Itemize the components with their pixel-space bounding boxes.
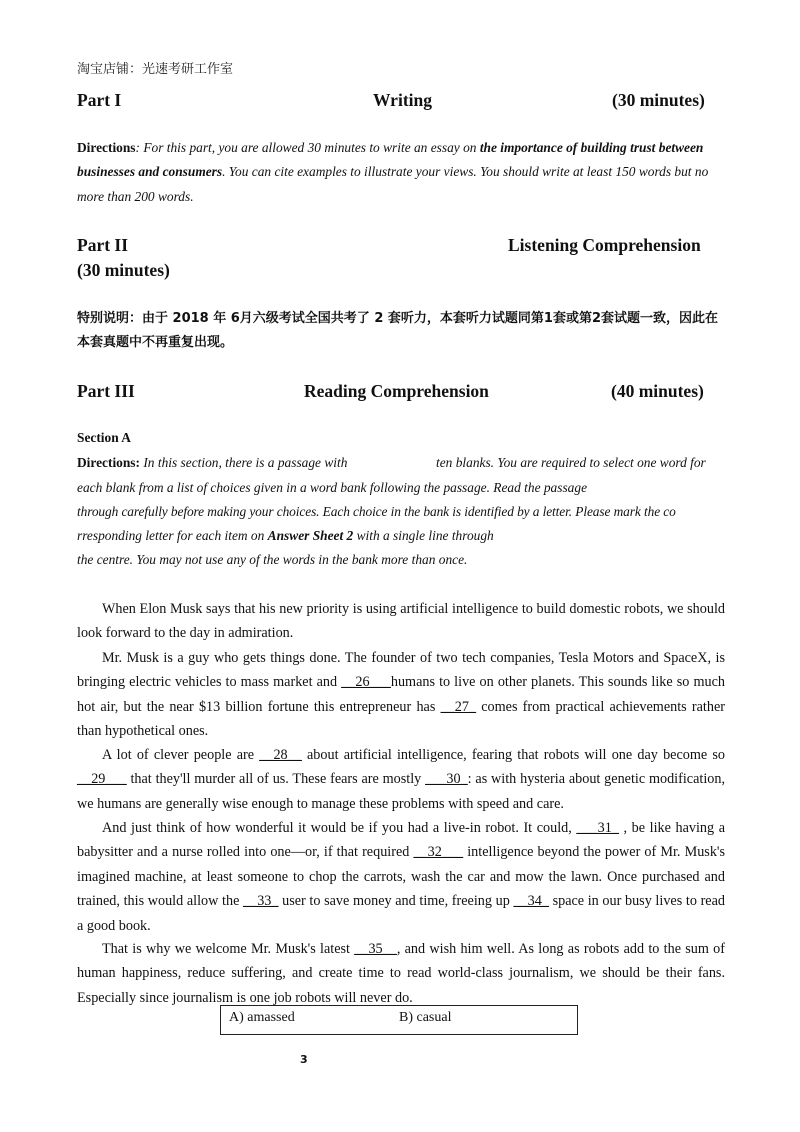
directions-line4-part-a: rresponding letter for each item on [77,528,268,543]
blank-33: __33_ [243,893,279,910]
p2-text-a: Mr. Musk is a guy who gets things done. The founder of two tech companies, Tesla Motors and SpaceX, is bringing electric vehicles to mass market and [77,650,725,691]
part3-title: Reading Comprehension [304,381,489,401]
directions-text-pre: : For this part, you are allowed 30 minutes to write an essay on [135,140,480,155]
section-a-directions-line5: the centre. You may not use any of the words in the bank more than once. [77,552,468,567]
directions-line1-part-a: In this section, there is a passage with [143,455,348,470]
passage-paragraph-1: When Elon Musk says that his new priority is using artificial intelligence to build domestic robots, we should look forward to the day in admiration. [77,601,725,642]
section-a-heading: Section A [77,430,131,445]
section-a-directions-line3: through carefully before making your choices. Each choice in the bank is identified by a letter. Please mark the co [77,504,676,519]
directions-text-post: . You can cite examples to illustrate your views. You should write at least 150 words but no more than 200 words. [77,164,709,204]
p3-text-d: : as with hysteria about genetic modification, we humans are generally wise enough to manage these problems with speed and care. [77,771,726,812]
p2-text-b: humans to live on other planets. This sounds like so much hot air, but the near $13 billion fortune this entrepreneur has [77,674,725,715]
p5-text-a: That is why we welcome Mr. Musk's latest [102,941,355,957]
directions-line1-part-b: ten blanks. You are required to select one word for [436,455,706,470]
p2-text-c: comes from practical achievements rather than hypothetical ones. [77,698,725,740]
section-a-directions-line2: each blank from a list of choices given in a word bank following the passage. Read the passage [77,480,588,495]
part2-title: Listening Comprehension [508,235,701,255]
blank-27: __27_ [440,698,477,715]
blank-31: ___31_ [576,820,619,836]
p3-text-c: that they'll murder all of us. These fears are mostly [126,771,426,788]
blank-32: __32___ [413,844,464,861]
p4-text-d: user to save money and time, freeing up [278,893,514,910]
p5-text-b: , and wish him well. As long as robots add to the sum of human happiness, reduce suffering, and create time to read world-class journalism, we should be their fans. Especially since journalism is one job robots will never do. [77,941,725,1006]
answer-sheet-ref: Answer Sheet 2 [267,528,354,543]
passage-paragraph-4 [77,816,725,938]
p3-text-a: A lot of clever people are [102,747,260,763]
passage-paragraph-3 [77,743,725,816]
blank-28: __28__ [259,747,302,763]
directions-label: Directions [77,140,136,155]
blank-30: ___30_ [425,771,468,788]
p4-text-c: intelligence beyond the power of Mr. Musk's imagined machine, at least someone to chop the carrots, wash the car and mow the lawn. Once purchased and trained, this would allow the [77,844,725,910]
blank-29: __29___ [77,771,127,788]
blank-26: __26___ [341,674,391,691]
passage-paragraph-2 [77,646,725,744]
part3-label: Part III [77,381,135,401]
section-a-directions-line1 [77,455,725,471]
section-directions-label: Directions: [77,455,140,470]
part3-time: (40 minutes) [611,381,704,401]
part1-directions [77,136,725,209]
page-number: 3 [300,1053,308,1066]
part2-label: Part II [77,235,129,255]
p4-text-a: And just think of how wonderful it would be if you had a live-in robot. It could, [102,820,577,836]
p4-text-b: , be like having a babysitter and a nurse rolled into one—or, if that required [77,820,725,861]
shop-header: 淘宝店铺：光速考研工作室 [77,62,234,77]
section-a-directions-line4 [77,528,725,544]
passage-paragraph-5 [77,937,725,1010]
part1-label: Part I [77,90,122,110]
blank-35: __35__ [354,941,397,957]
blank-34: __34_ [513,893,549,910]
essay-topic: the importance of building trust between businesses and consumers [77,140,704,180]
directions-line4-part-c: with a single line through [353,528,494,543]
p4-text-e: space in our busy lives to read a good book. [77,893,725,934]
listening-note: 特别说明：由于 2018 年 6月六级考试全国共考了 2 套听力，本套听力试题同第1套或第2套试题一致，因此在本套真题中不再重复出现。 [77,311,718,350]
word-bank-option-b: B) casual [399,1010,452,1025]
part1-time: (30 minutes) [612,90,705,110]
part1-title: Writing [373,90,432,110]
part2-time: (30 minutes) [77,260,170,280]
p3-text-b: about artificial intelligence, fearing that robots will one day become so [301,747,725,763]
word-bank-table [220,1005,578,1035]
word-bank-option-a: A) amassed [229,1010,295,1025]
